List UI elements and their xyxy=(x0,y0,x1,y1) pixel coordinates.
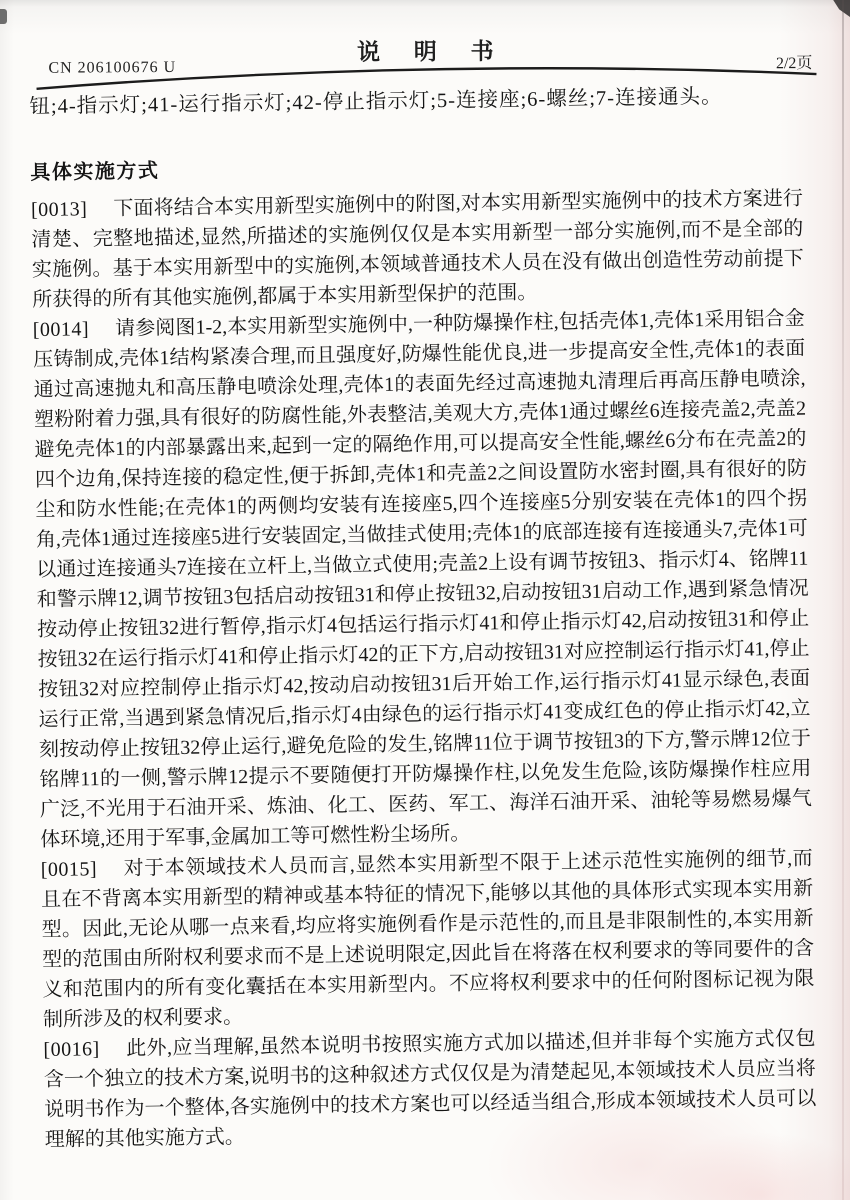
section-heading: 具体实施方式 xyxy=(30,160,160,185)
doc-number: CN 206100676 U xyxy=(48,58,177,77)
paragraph-0016 xyxy=(43,1024,817,1155)
page-indicator: 2/2页 xyxy=(775,55,813,73)
scan-artifact-left-mark xyxy=(0,9,7,24)
paragraph-number: [0014] xyxy=(32,318,90,342)
paragraph-text: 此外,应当理解,虽然本说明书按照实施方式加以描述,但并非每个实施方式仅包含一个独立的技术方案,说明书的这种叙述方式仅仅是为清楚起见,本领域技术人员应当将说明书作为一个整体,各实施例中的技术方案也可以经适当组合,形成本领域技术人员可以理解的其他实施方式。 xyxy=(43,1027,817,1152)
paragraph-number: [0015] xyxy=(40,858,98,882)
paragraph-0013 xyxy=(31,184,805,315)
paragraph-number: [0016] xyxy=(43,1038,100,1062)
paragraph-text: 下面将结合本实用新型实施例中的附图,对本实用新型实施例中的技术方案进行清楚、完整地描述,显然,所描述的实施例仅仅是本实用新型一部分实施例,而不是全部的实施例。基于本实用新型中的实施例,本领域普通技术人员在没有做出创造性劳动前提下所获得的所有其他实施例,都属于本实用新型保护的范围。 xyxy=(31,187,804,312)
specification-body xyxy=(29,81,817,1155)
scan-artifact-corner-mark xyxy=(826,0,850,17)
paragraph-0014 xyxy=(33,304,813,855)
paragraph-number: [0013] xyxy=(30,198,88,222)
paragraph-text: 对于本领域技术人员而言,显然本实用新型不限于上述示范性实施例的细节,而且在不背离本实用新型的精神或基本特征的情况下,能够以其他的具体形式实现本实用新型。因此,无论从哪一点来看,均应将实施例看作是示范性的,而且是非限制性的,本实用新型的范围由所附权利要求而不是上述说明限定,因此旨在将落在权利要求的等同要件的含义和范围内的所有变化囊括在本实用新型内。不应将权利要求中的任何附图标记视为限制所涉及的权利要求。 xyxy=(41,847,815,1032)
scan-page-edge xyxy=(842,0,844,1200)
paragraph-text: 请参阅图1-2,本实用新型实施例中,一种防爆操作柱,包括壳体1,壳体1采用铝合金压铸制成,壳体1结构紧凑合理,而且强度好,防爆性能优良,进一步提高安全性,壳体1的表面通过高速抛丸和高压静电喷涂处理,壳体1的表面先经过高速抛丸清理后再高压静电喷涂,塑粉附着力强,具有很好的防腐性能,外表整洁,美观大方,壳体1通过螺丝6连接壳盖2,壳盖2避免壳体1的内部暴露出来,起到一定的隔绝作用,可以提高安全性能,螺丝6分布在壳盖2的四个边角,保持连接的稳定性,便于拆卸,壳体1和壳盖2之间设置防水密封圈,具有很好的防尘和防水性能;在壳体1的两侧均安装有连接座5,四个连接座5分别安装在壳体1的四个拐角,壳体1通过连接座5进行安装固定,当做挂式使用;壳体1的底部连接有连接通头7,壳体1可以通过连接通头7连接在立杆上,当做立式使用;壳盖2上设有调节按钮3、指示灯4、铭牌11和警示牌12,调节按钮3包括启动按钮31和停止按钮32,启动按钮31启动工作,遇到紧急情况按动停止按钮32进行暂停,指示灯4包括运行指示灯41和停止指示灯42,启动按钮31和停止按钮32在运行指示灯41和停止指示灯42的正下方,启动按钮31对应控制运行指示灯41,停止按钮32对应控制停止指示灯42,按动启动按钮31后开始工作,运行指示灯41显示绿色,表面运行正常,当遇到紧急情况后,指示灯4由绿色的运行指示灯41变成红色的停止指示灯42,立刻按动停止按钮32停止运行,避免危险的发生,铭牌11位于调节按钮3的下方,警示牌12位于铭牌11的一侧,警示牌12提示不要随便打开防爆操作柱,以免发生危险,该防爆操作柱应用广泛,不光用于石油开采、炼油、化工、医药、军工、海洋石油开采、油轮等易燃易爆气体环境,还用于军事,金属加工等可燃性粉尘场所。 xyxy=(33,307,812,852)
page-title: 说 明 书 xyxy=(356,38,508,65)
paragraph-0015 xyxy=(41,844,816,1035)
reference-numerals-line: 钮;4-指示灯;41-运行指示灯;42-停止指示灯;5-连接座;6-螺丝;7-连接通头。 xyxy=(29,85,723,119)
